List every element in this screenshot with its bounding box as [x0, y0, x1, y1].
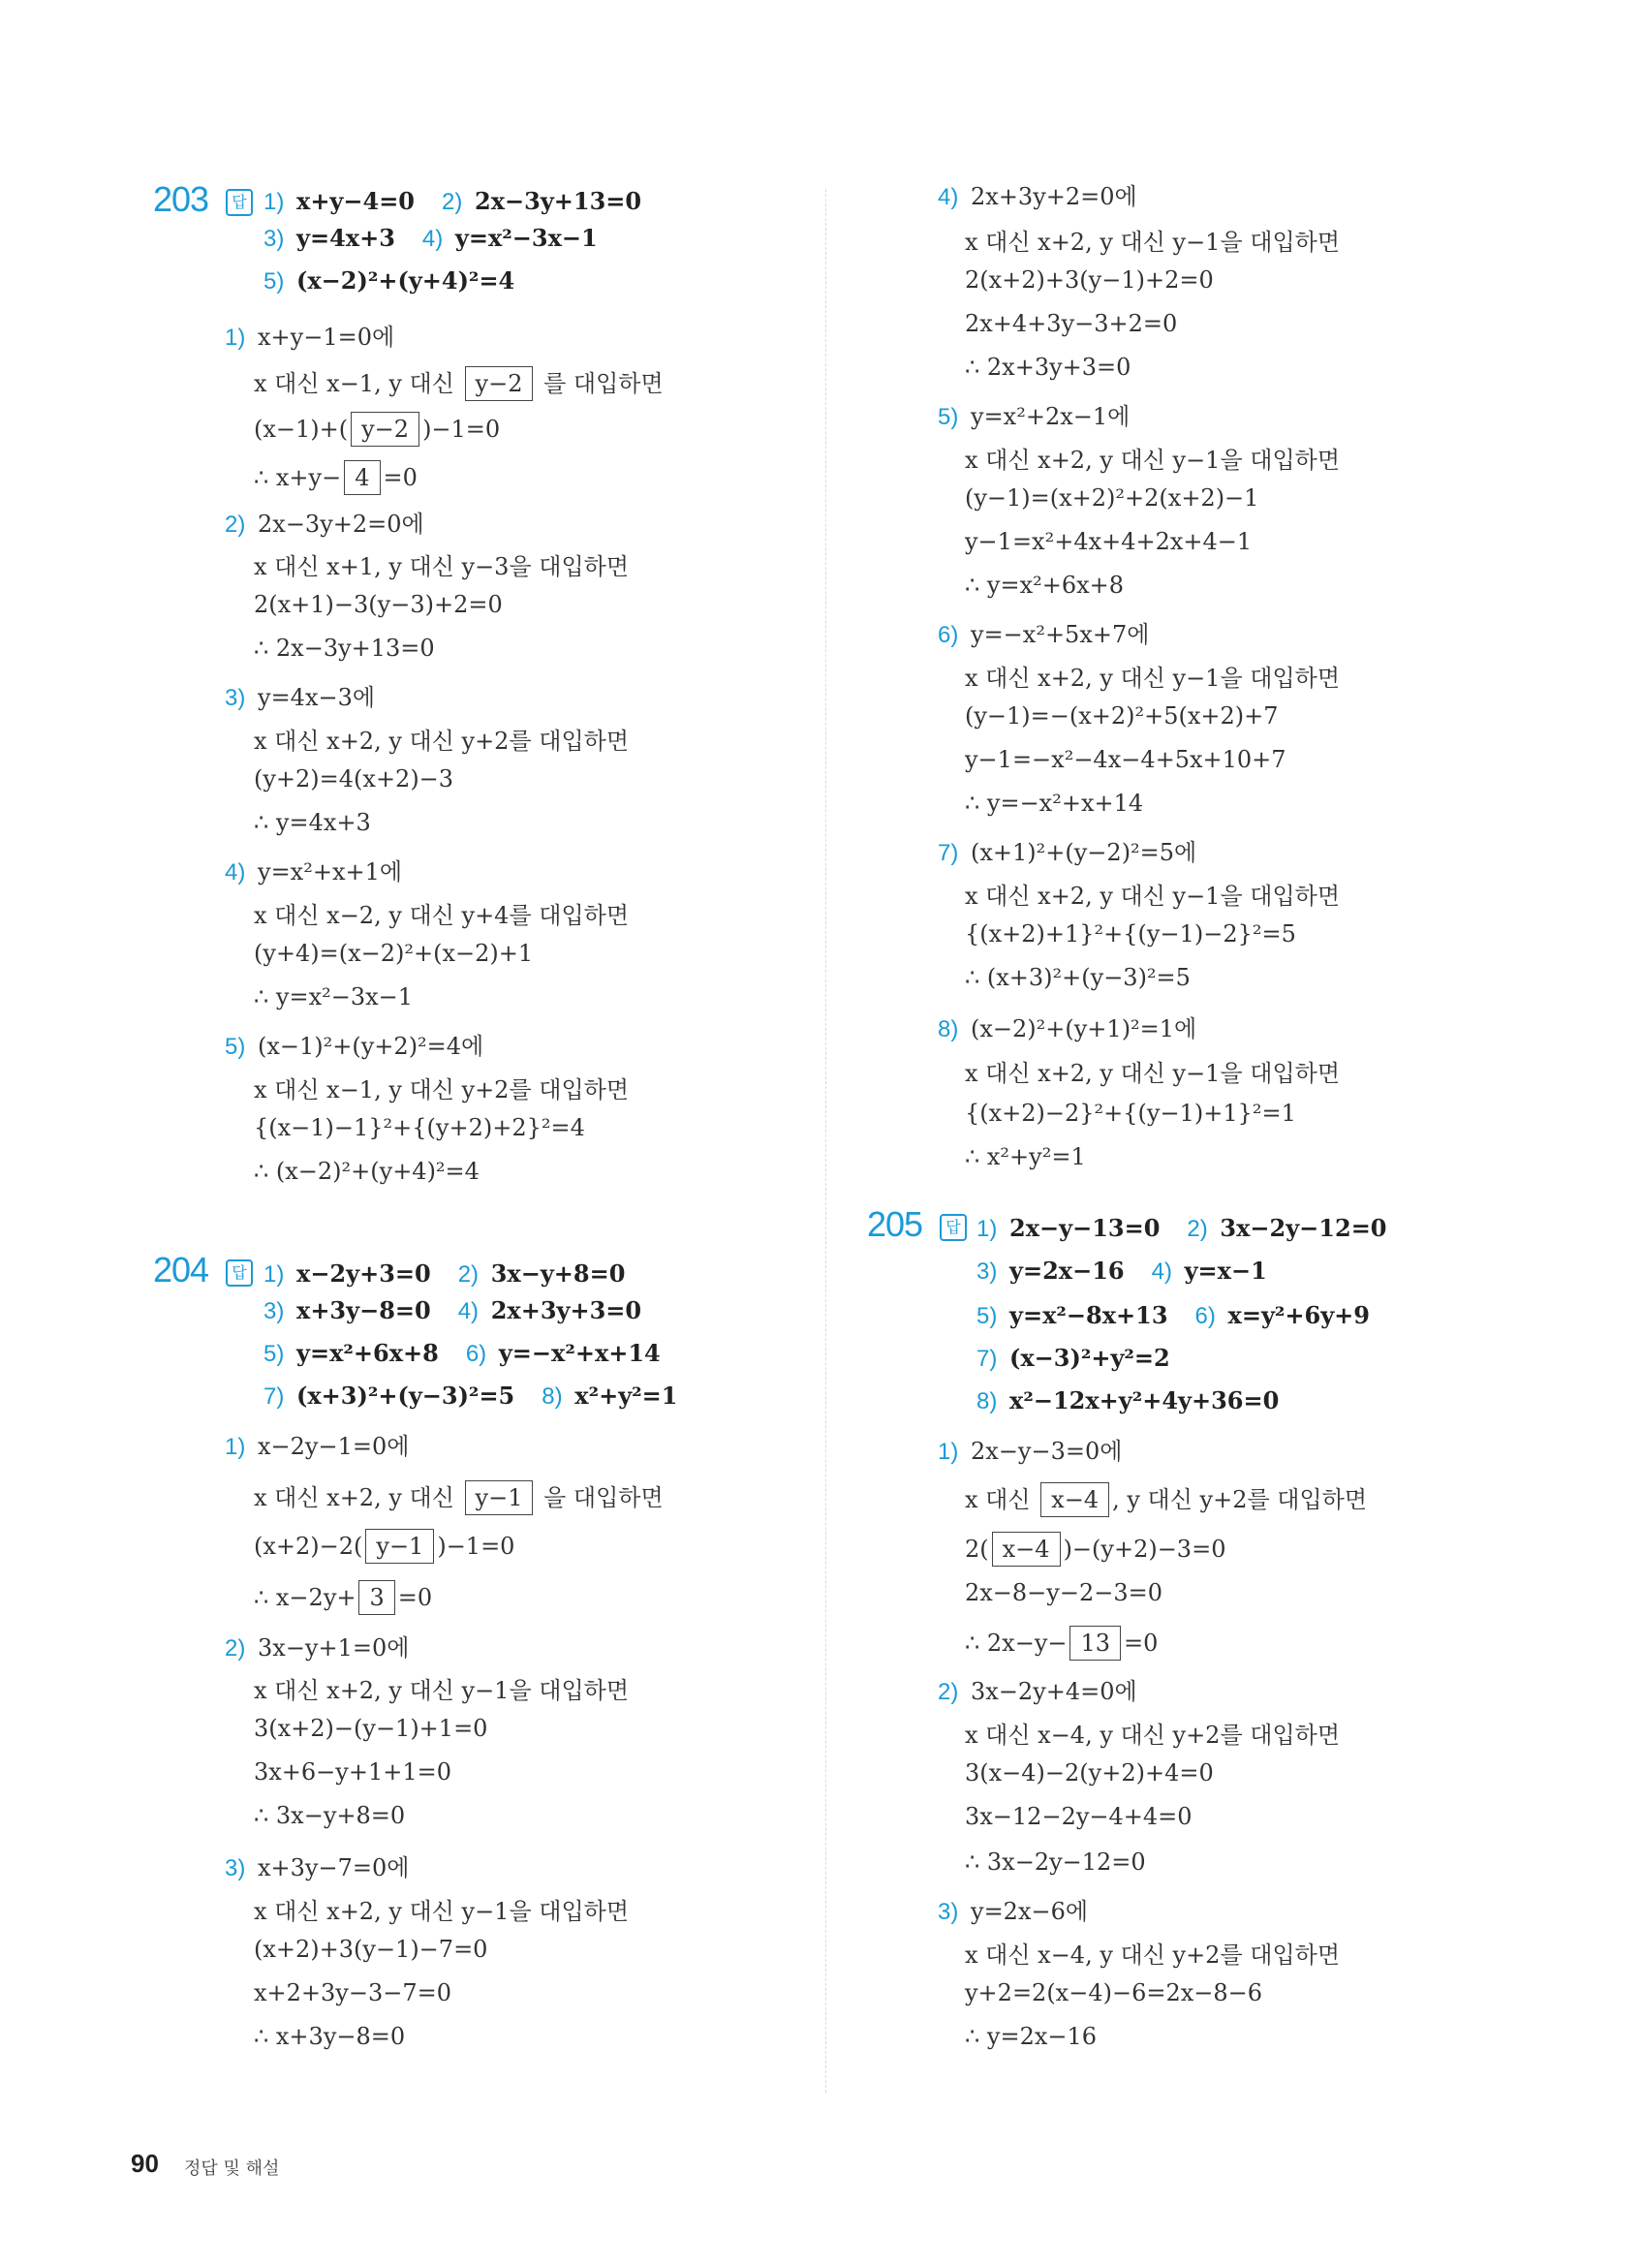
answer-number: 8) [542, 1383, 570, 1410]
answer-text: 2x−y−13=0 [1009, 1214, 1161, 1242]
line-text: x 대신 x−1, y 대신 y+2를 대입하면 [254, 1076, 630, 1103]
answer-text: y=x²−8x+13 [1009, 1301, 1168, 1329]
line-text: (x+1)²+(y−2)²=5에 [971, 839, 1197, 866]
solution-line [254, 809, 371, 836]
line-text: 3x−12−2y−4+4=0 [965, 1803, 1193, 1830]
line-text: x 대신 x+1, y 대신 y−3을 대입하면 [254, 553, 630, 580]
line-text: ∴ x−2y+ [254, 1584, 356, 1611]
line-text: x+y−1=0에 [258, 324, 395, 351]
line-text: x 대신 x+2, y 대신 [254, 1484, 462, 1511]
answer-number: 3) [976, 1258, 1005, 1285]
solution-line [965, 223, 1340, 257]
line-text: (x−1)²+(y+2)²=4에 [258, 1033, 484, 1060]
column-divider [825, 189, 826, 2093]
step-number: 3) [225, 685, 253, 711]
line-text: ∴ x²+y²=1 [965, 1143, 1086, 1170]
step-number: 8) [938, 1016, 966, 1042]
answer-number: 5) [976, 1303, 1005, 1329]
solution-line [938, 1892, 1088, 1926]
solution-line [965, 790, 1143, 817]
step-number: 1) [938, 1439, 966, 1465]
answer-row [976, 1386, 1306, 1415]
answer-mark: 답 [226, 189, 253, 216]
solution-line [965, 1532, 1225, 1567]
line-text: y=x²+x+1에 [258, 858, 403, 885]
answer-box: y−1 [365, 1529, 434, 1564]
solution-line [938, 833, 1196, 867]
solution-line [254, 765, 453, 792]
problem-number: 203 [153, 179, 209, 219]
line-text: x−2y−1=0에 [258, 1433, 410, 1460]
solution-line [225, 678, 375, 712]
line-text: =0 [1124, 1630, 1159, 1657]
solution-line [965, 1100, 1296, 1127]
answer-text: (x−3)²+y²=2 [1009, 1344, 1170, 1372]
solution-line [965, 1803, 1193, 1830]
answer-number: 4) [1151, 1258, 1179, 1285]
solution-line [965, 1979, 1262, 2006]
problem-number: 205 [867, 1204, 923, 1244]
line-text: , y 대신 y+2를 대입하면 [1112, 1486, 1368, 1513]
solution-line [254, 1478, 664, 1515]
step-number: 2) [938, 1679, 966, 1705]
solution-line [254, 364, 664, 401]
answer-text: 3x−2y−12=0 [1220, 1214, 1387, 1242]
solution-line [938, 615, 1149, 649]
page-number: 90 [131, 2149, 159, 2178]
line-text: 2x−y−3=0에 [971, 1438, 1123, 1465]
answer-mark: 답 [940, 1214, 967, 1241]
answer-number: 4) [457, 1298, 485, 1324]
line-text: y=x²+2x−1에 [971, 403, 1131, 430]
answer-box: y−2 [351, 412, 419, 447]
step-number: 5) [938, 404, 966, 430]
solution-line [254, 1979, 451, 2006]
problem-number: 204 [153, 1250, 209, 1289]
step-number: 4) [225, 859, 253, 885]
answer-row [263, 1296, 668, 1325]
solution-line [965, 266, 1214, 294]
answer-number: 4) [421, 226, 449, 252]
solution-line [965, 1936, 1340, 1970]
step-number: 5) [225, 1034, 253, 1060]
solution-line [254, 547, 629, 581]
line-text: x 대신 [965, 1486, 1038, 1513]
solution-line [965, 1716, 1340, 1750]
answer-box: x−4 [1040, 1482, 1109, 1517]
answer-number: 6) [465, 1341, 493, 1367]
answer-text: y=2x−16 [1009, 1257, 1125, 1285]
line-text: ∴ (x−2)²+(y+4)²=4 [254, 1158, 480, 1185]
line-text: =0 [383, 464, 418, 491]
line-text: x 대신 x+2, y 대신 y−1을 대입하면 [965, 665, 1341, 692]
solution-line [965, 528, 1252, 555]
line-text: x 대신 x+2, y 대신 y−1을 대입하면 [254, 1898, 630, 1925]
line-text: (y−1)=−(x+2)²+5(x+2)+7 [965, 702, 1279, 730]
step-number: 1) [225, 1434, 253, 1460]
answer-number: 1) [263, 1261, 292, 1288]
solution-line [225, 1849, 409, 1882]
solution-line [965, 964, 1191, 991]
line-text: 을 대입하면 [536, 1484, 664, 1511]
line-text: x 대신 x+2, y 대신 y−1을 대입하면 [965, 447, 1341, 474]
line-text: ∴ 3x−y+8=0 [254, 1802, 406, 1829]
solution-line [965, 1849, 1146, 1876]
answer-text: (x−2)²+(y+4)²=4 [296, 266, 515, 295]
line-text: x 대신 x+2, y 대신 y−1을 대입하면 [965, 883, 1341, 910]
solution-line [254, 591, 503, 618]
answer-mark: 답 [226, 1259, 253, 1287]
solution-line [254, 412, 500, 447]
line-text: ∴ y=x²−3x−1 [254, 983, 414, 1010]
line-text: y=4x−3에 [258, 684, 376, 711]
line-text: (x−1)+( [254, 416, 349, 443]
line-text: (y−1)=(x+2)²+2(x+2)−1 [965, 484, 1259, 512]
solution-line [254, 1071, 629, 1104]
solution-line [965, 702, 1279, 730]
line-text: x 대신 x+2, y 대신 y−1을 대입하면 [254, 1677, 630, 1704]
line-text: (y+4)=(x−2)²+(x−2)+1 [254, 940, 534, 967]
line-text: 2x−3y+2=0에 [258, 511, 424, 538]
solution-line [965, 1480, 1367, 1517]
answer-row [976, 1257, 1294, 1286]
solution-line [938, 1010, 1196, 1043]
solution-line [965, 484, 1258, 512]
line-text: 2(x+2)+3(y−1)+2=0 [965, 266, 1214, 294]
solution-line [965, 877, 1340, 911]
line-text: x 대신 x+2, y 대신 y−1을 대입하면 [965, 1060, 1341, 1087]
answer-box: 4 [344, 460, 380, 495]
solution-line [965, 1626, 1158, 1661]
line-text: ∴ (x+3)²+(y−3)²=5 [965, 964, 1191, 991]
solution-line [254, 2023, 405, 2050]
step-number: 2) [225, 1635, 253, 1662]
answer-text: (x+3)²+(y−3)²=5 [296, 1382, 515, 1410]
footer-label: 정답 및 해설 [184, 2159, 280, 2179]
line-text: ∴ 3x−2y−12=0 [965, 1849, 1146, 1876]
answer-row [976, 1301, 1397, 1330]
line-text: ∴ 2x−y− [965, 1630, 1068, 1657]
answer-box: x−4 [992, 1532, 1061, 1567]
answer-text: y=4x+3 [296, 224, 395, 252]
answer-number: 1) [263, 189, 292, 215]
answer-text: 2x+3y+3=0 [490, 1296, 642, 1324]
line-text: x 대신 x−4, y 대신 y+2를 대입하면 [965, 1722, 1341, 1749]
solution-line [254, 1892, 629, 1926]
step-number: 2) [225, 512, 253, 538]
line-text: 3x+6−y+1+1=0 [254, 1758, 451, 1786]
answer-row [263, 1259, 652, 1289]
solution-line [254, 635, 435, 662]
line-text: ∴ y=−x²+x+14 [965, 790, 1144, 817]
step-number: 4) [938, 184, 966, 210]
solution-line [965, 1143, 1086, 1170]
answer-number: 2) [457, 1261, 485, 1288]
line-text: (x+2)+3(y−1)−7=0 [254, 1936, 488, 1963]
answer-number: 5) [263, 1341, 292, 1367]
answer-text: 2x−3y+13=0 [475, 187, 642, 215]
answer-number: 3) [263, 1298, 292, 1324]
answer-number: 3) [263, 226, 292, 252]
solution-line [254, 1529, 514, 1564]
solution-line [254, 1671, 629, 1705]
step-number: 6) [938, 622, 966, 648]
line-text: =0 [397, 1584, 433, 1611]
answer-box: y−2 [465, 366, 534, 401]
line-text: 3x−y+1=0에 [258, 1634, 410, 1662]
answer-row [263, 1382, 704, 1411]
answer-text: x−2y+3=0 [296, 1259, 431, 1288]
line-text: y=2x−6에 [971, 1898, 1089, 1925]
answer-text: x+y−4=0 [296, 187, 415, 215]
solution-line [938, 1432, 1122, 1466]
line-text: (x−2)²+(y+1)²=1에 [971, 1015, 1197, 1042]
solution-line [254, 1802, 405, 1829]
line-text: x+2+3y−3−7=0 [254, 1979, 451, 2006]
line-text: ∴ y=2x−16 [965, 2023, 1098, 2050]
solution-line [965, 1054, 1340, 1088]
answer-number: 6) [1194, 1303, 1223, 1329]
answer-number: 2) [442, 189, 470, 215]
solution-line [254, 940, 533, 967]
line-text: x 대신 x−4, y 대신 y+2를 대입하면 [965, 1942, 1341, 1969]
line-text: )−1=0 [422, 416, 501, 443]
answer-box: 13 [1069, 1626, 1121, 1661]
answer-row [263, 224, 625, 253]
answer-row [263, 266, 542, 295]
answer-number: 7) [976, 1346, 1005, 1372]
step-number: 3) [938, 1899, 966, 1925]
answer-box: y−1 [465, 1480, 534, 1515]
line-text: {(x+2)−2}²+{(y−1)+1}²=1 [965, 1100, 1296, 1127]
line-text: ∴ 2x−3y+13=0 [254, 635, 435, 662]
answer-row [976, 1214, 1414, 1243]
line-text: ∴ x+y− [254, 464, 342, 491]
line-text: 를 대입하면 [536, 370, 664, 397]
answer-text: x²+y²=1 [574, 1382, 678, 1410]
line-text: y=−x²+5x+7에 [971, 621, 1150, 648]
line-text: x 대신 x+2, y 대신 y−1을 대입하면 [965, 229, 1341, 256]
answer-row [976, 1344, 1197, 1373]
answer-text: 3x−y+8=0 [490, 1259, 626, 1288]
solution-line [965, 920, 1296, 948]
solution-line [965, 354, 1131, 381]
line-text: 2x+4+3y−3+2=0 [965, 310, 1178, 337]
line-text: ∴ 2x+3y+3=0 [965, 354, 1131, 381]
line-text: 2(x+1)−3(y−3)+2=0 [254, 591, 503, 618]
solution-line [965, 746, 1286, 773]
solution-line [254, 722, 629, 756]
solution-line [254, 1758, 451, 1786]
solution-line [225, 505, 424, 539]
line-text: (x+2)−2( [254, 1533, 363, 1560]
line-text: x 대신 x−2, y 대신 y+4를 대입하면 [254, 902, 630, 929]
solution-line [938, 177, 1137, 211]
solution-line [225, 853, 402, 886]
line-text: 3x−2y+4=0에 [971, 1678, 1137, 1705]
line-text: 3(x+2)−(y−1)+1=0 [254, 1715, 488, 1742]
line-text: {(x+2)+1}²+{(y−1)−2}²=5 [965, 920, 1296, 948]
solution-line [965, 659, 1340, 693]
line-text: 2x−8−y−2−3=0 [965, 1579, 1162, 1606]
answer-text: y=x²+6x+8 [296, 1339, 439, 1367]
solution-line [225, 318, 394, 352]
solution-line [254, 896, 629, 930]
solution-line [965, 572, 1124, 599]
solution-line [225, 1629, 409, 1662]
solution-line [254, 1158, 480, 1185]
line-text: ∴ y=4x+3 [254, 809, 371, 836]
answer-row [263, 1339, 688, 1368]
answer-number: 7) [263, 1383, 292, 1410]
solution-line [965, 1759, 1214, 1786]
answer-number: 2) [1187, 1216, 1215, 1242]
line-text: x+3y−7=0에 [258, 1854, 410, 1881]
answer-text: x²−12x+y²+4y+36=0 [1009, 1386, 1280, 1414]
line-text: 3(x−4)−2(y+2)+4=0 [965, 1759, 1214, 1786]
line-text: y+2=2(x−4)−6=2x−8−6 [965, 1979, 1263, 2006]
answer-number: 8) [976, 1388, 1005, 1414]
answer-text: x=y²+6y+9 [1227, 1301, 1370, 1329]
answer-number: 5) [263, 268, 292, 295]
solution-line [938, 1672, 1137, 1706]
line-text: y−1=x²+4x+4+2x+4−1 [965, 528, 1253, 555]
solution-line [254, 1114, 585, 1141]
step-number: 3) [225, 1855, 253, 1881]
solution-line [254, 983, 413, 1010]
solution-line [254, 1580, 432, 1615]
line-text: (y+2)=4(x+2)−3 [254, 765, 454, 792]
line-text: )−(y+2)−3=0 [1063, 1536, 1226, 1563]
answer-text: y=x−1 [1184, 1257, 1267, 1285]
line-text: )−1=0 [437, 1533, 515, 1560]
line-text: ∴ x+3y−8=0 [254, 2023, 406, 2050]
line-text: ∴ y=x²+6x+8 [965, 572, 1125, 599]
solution-line [965, 310, 1177, 337]
solution-line [254, 1936, 487, 1963]
solution-line [965, 2023, 1097, 2050]
answer-text: x+3y−8=0 [296, 1296, 431, 1324]
solution-line [225, 1027, 483, 1061]
solution-line [225, 1427, 409, 1461]
solution-line [938, 397, 1130, 431]
line-text: {(x−1)−1}²+{(y+2)+2}²=4 [254, 1114, 585, 1141]
line-text: x 대신 x−1, y 대신 [254, 370, 462, 397]
line-text: x 대신 x+2, y 대신 y+2를 대입하면 [254, 728, 630, 755]
answer-box: 3 [358, 1580, 394, 1615]
line-text: 2( [965, 1536, 989, 1563]
answer-text: y=x²−3x−1 [454, 224, 598, 252]
solution-line [965, 1579, 1162, 1606]
solution-line [254, 1715, 487, 1742]
step-number: 7) [938, 840, 966, 866]
step-number: 1) [225, 325, 253, 351]
solution-line [254, 460, 418, 495]
line-text: 2x+3y+2=0에 [971, 183, 1137, 210]
answer-row [263, 187, 668, 216]
answer-text: y=−x²+x+14 [498, 1339, 661, 1367]
solution-line [965, 441, 1340, 475]
line-text: y−1=−x²−4x−4+5x+10+7 [965, 746, 1286, 773]
answer-number: 1) [976, 1216, 1005, 1242]
